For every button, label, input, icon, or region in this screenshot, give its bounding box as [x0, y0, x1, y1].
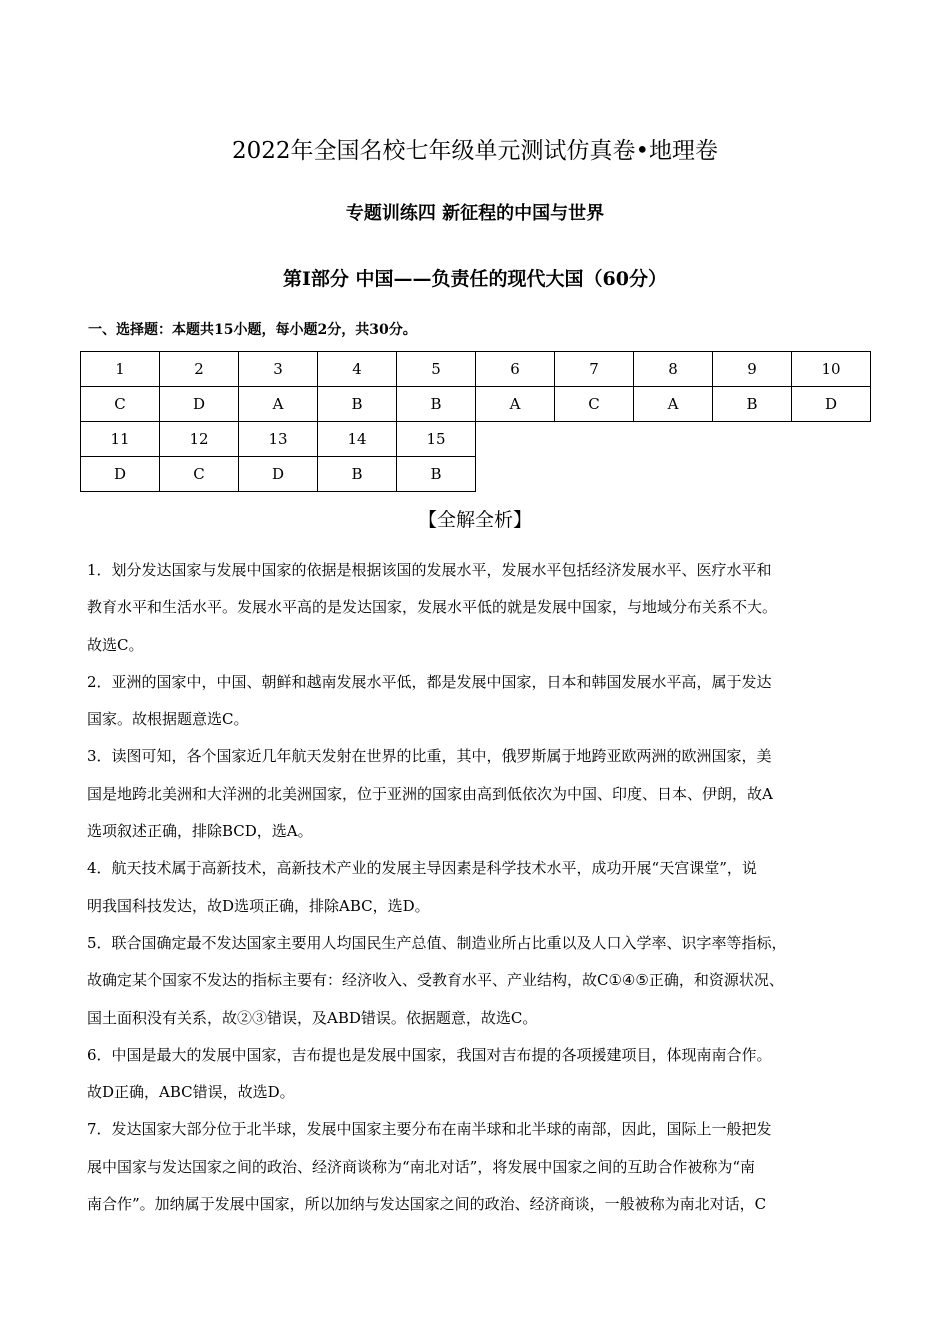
analysis-line: 明我国科技发达，故D选项正确，排除ABC，选D。: [87, 896, 430, 915]
analysis-line: 选项叙述正确，排除BCD，选A。: [87, 822, 313, 841]
analysis-line: 国土面积没有关系，故②③错误，及ABD错误。依据题意，故选C。: [87, 1008, 538, 1027]
analysis-line: 展中国家与发达国家之间的政治、经济商谈称为“南北对话”，将发展中国家之间的互助合作被称为“南: [87, 1157, 756, 1176]
question-number: 8: [634, 352, 713, 387]
answer-cell: C: [160, 457, 239, 492]
analysis-line: 教育水平和生活水平。发展水平高的是发达国家，发展水平低的就是发展中国家，与地域分布关系不大。: [87, 598, 778, 617]
question-number: 14: [318, 422, 397, 457]
question-number: 4: [318, 352, 397, 387]
analysis-line: 3．读图可知，各个国家近几年航天发射在世界的比重，其中，俄罗斯属于地跨亚欧两洲的欧洲国家，美: [87, 747, 772, 766]
question-number: 2: [160, 352, 239, 387]
question-number: 10: [792, 352, 871, 387]
question-number: 9: [713, 352, 792, 387]
question-number: 15: [397, 422, 476, 457]
answer-cell: D: [81, 457, 160, 492]
analysis-line: 2．亚洲的国家中，中国、朝鲜和越南发展水平低，都是发展中国家，日本和韩国发展水平高，属于发达: [87, 672, 772, 691]
page-subtitle: 专题训练四 新征程的中国与世界: [345, 203, 605, 224]
answer-cell: D: [160, 387, 239, 422]
choice-instruction: 一、选择题：本题共15小题，每小题2分，共30分。: [88, 322, 417, 338]
analysis-line: 故选C。: [87, 635, 144, 654]
analysis-line: 故D正确，ABC错误，故选D。: [87, 1083, 295, 1102]
section-heading: 第Ⅰ部分 中国——负责任的现代大国（60分）: [283, 268, 667, 290]
analysis-line: 6．中国是最大的发展中国家，吉布提也是发展中国家，我国对吉布提的各项援建项目，体现南南合作。: [87, 1045, 772, 1064]
question-number: 1: [81, 352, 160, 387]
answer-cell: C: [81, 387, 160, 422]
analysis-line: 4．航天技术属于高新技术，高新技术产业的发展主导因素是科学技术水平，成功开展“天宫课堂”，说: [87, 859, 757, 878]
page-title: 2022年全国名校七年级单元测试仿真卷•地理卷: [231, 138, 719, 164]
answer-cell: C: [555, 387, 634, 422]
analysis-line: 南合作”。加纳属于发展中国家，所以加纳与发达国家之间的政治、经济商谈，一般被称为南北对话，C: [87, 1195, 767, 1214]
analysis-line: 5．联合国确定最不发达国家主要用人均国民生产总值、制造业所占比重以及人口入学率、识字率等指标，: [87, 933, 787, 952]
empty-cell: [476, 457, 871, 492]
question-number: 5: [397, 352, 476, 387]
analysis-heading: 【全解全析】: [417, 509, 532, 531]
analysis-line: 7．发达国家大部分位于北半球，发展中国家主要分布在南半球和北半球的南部，因此，国际上一般把发: [87, 1120, 772, 1139]
empty-cell: [476, 422, 871, 457]
analysis-line: 国家。故根据题意选C。: [87, 710, 249, 729]
answer-cell: B: [397, 457, 476, 492]
analysis-line: 国是地跨北美洲和大洋洲的北美洲国家，位于亚洲的国家由高到低依次为中国、印度、日本、伊朗，故A: [87, 784, 773, 803]
answer-number-row-1: [81, 352, 871, 387]
analysis-line: 1．划分发达国家与发展中国家的依据是根据该国的发展水平，发展水平包括经济发展水平、医疗水平和: [87, 561, 772, 579]
analysis-line: 故确定某个国家不发达的指标主要有：经济收入、受教育水平、产业结构，故C①④⑤正确，和资源状况、: [87, 971, 784, 990]
answer-cell: B: [397, 387, 476, 422]
answer-cell: A: [634, 387, 713, 422]
analysis-body: [87, 552, 872, 1223]
answer-cell: A: [476, 387, 555, 422]
answer-number-row-2: [81, 422, 871, 457]
question-number: 12: [160, 422, 239, 457]
answer-cell: B: [318, 457, 397, 492]
question-number: 13: [239, 422, 318, 457]
answer-letter-row-1: [81, 387, 871, 422]
answer-cell: D: [792, 387, 871, 422]
answer-letter-row-2: [81, 457, 871, 492]
answer-cell: B: [318, 387, 397, 422]
question-number: 3: [239, 352, 318, 387]
question-number: 6: [476, 352, 555, 387]
answer-cell: A: [239, 387, 318, 422]
question-number: 7: [555, 352, 634, 387]
question-number: 11: [81, 422, 160, 457]
answer-cell: D: [239, 457, 318, 492]
answer-cell: B: [713, 387, 792, 422]
answer-table: [80, 351, 871, 492]
